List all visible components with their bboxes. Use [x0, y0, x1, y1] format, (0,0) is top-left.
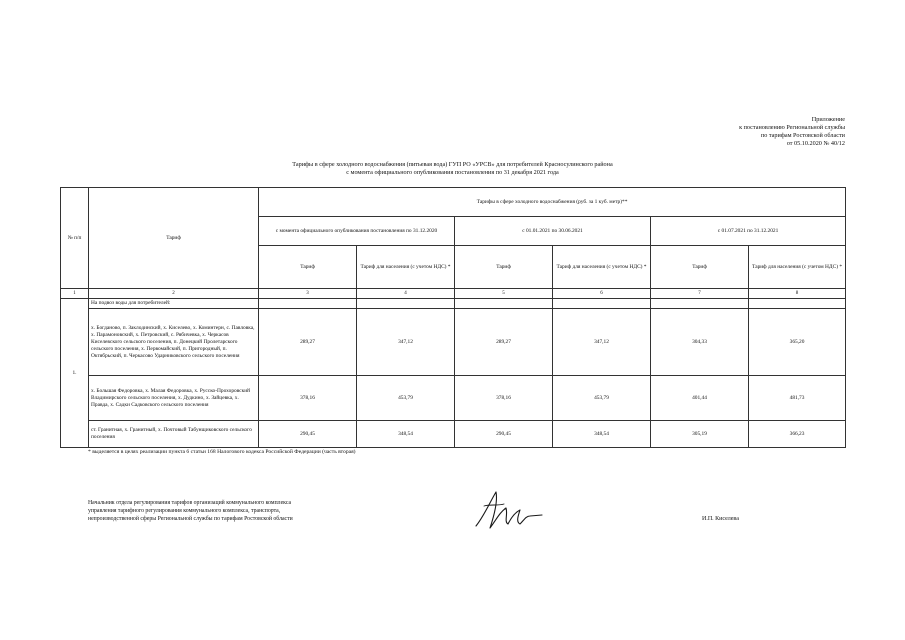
tariff-value: 348,54 — [553, 421, 651, 448]
appendix-line: Приложение — [811, 116, 845, 123]
signatory-position — [88, 499, 348, 523]
title-line-2: с момента официального опубликования постановления по 31 декабря 2021 года — [346, 169, 559, 176]
position-line: непроизводственной сферы Региональной службы по тарифам Ростовской области — [88, 516, 293, 522]
table-row — [61, 376, 846, 421]
subheader-population: Тариф для населения (с учетом НДС) * — [749, 246, 846, 289]
header-group: Тарифы в сфере холодного водоснабжения (руб. за 1 куб. метр)** — [259, 188, 846, 217]
signatory-name: И.П. Киселева — [702, 516, 739, 522]
tariff-value: 290,45 — [259, 421, 357, 448]
tariff-value: 378,16 — [455, 376, 553, 421]
table-row — [61, 421, 846, 448]
tariff-value: 401,44 — [651, 376, 749, 421]
appendix-line: к постановлению Региональной службы — [739, 124, 845, 131]
tariff-value: 347,12 — [553, 309, 651, 376]
subheader-tariff: Тариф — [455, 246, 553, 289]
segment-label: На подвоз воды для потребителей: — [89, 299, 259, 309]
column-number: 8 — [749, 289, 846, 299]
settlement-name: х. Богданово, п. Заклодинский, х. Киселево, х. Коминтерн, с. Павловка, х. Парамоновский, х. Петровский, с. Рябичевка, х. Черкасов Киселевского сельского поселения, п. Донецкий Пролетарского сельского поселения, х. Первомайский, п. Пригородный, п. Октябрьский, п. Черкасово Ударниковского сельского поселения — [89, 309, 259, 376]
tariff-table — [60, 187, 846, 448]
table-row — [61, 309, 846, 376]
subheader-tariff: Тариф — [259, 246, 357, 289]
subheader-population: Тариф для населения (с учетом НДС) * — [553, 246, 651, 289]
tariff-value: 366,23 — [749, 421, 846, 448]
tariff-value: 290,45 — [455, 421, 553, 448]
settlement-name: х. Большая Федоровка, х. Малая Федоровка, х. Русско-Прохоровский Владимирского сельского поселения, х. Дудкино, х. Зайцевка, х. Правда, х. Садки Садковского сельского поселения — [89, 376, 259, 421]
settlement-name: ст. Гранитная, х. Гранитный, х. Почтовый Табунщиковского сельского поселения — [89, 421, 259, 448]
tariff-value: 304,33 — [651, 309, 749, 376]
header-num: № п/п — [61, 188, 89, 289]
document-title — [0, 161, 905, 177]
appendix-line: от 05.10.2020 № 40/12 — [786, 140, 845, 147]
tariff-value: 289,27 — [259, 309, 357, 376]
column-number: 3 — [259, 289, 357, 299]
tariff-value: 347,12 — [357, 309, 455, 376]
header-period-2: с 01.01.2021 по 30.06.2021 — [455, 217, 651, 246]
position-line: управления тарифного регулирования коммунального комплекса, транспорта, — [88, 508, 281, 514]
column-number: 1 — [61, 289, 89, 299]
column-number: 6 — [553, 289, 651, 299]
tariff-value: 365,20 — [749, 309, 846, 376]
tariff-value: 305,19 — [651, 421, 749, 448]
appendix-block — [605, 116, 845, 148]
row-number: 1. — [61, 299, 89, 448]
appendix-line: по тарифам Ростовской области — [760, 132, 845, 139]
tariff-value: 481,73 — [749, 376, 846, 421]
column-number: 7 — [651, 289, 749, 299]
header-period-3: с 01.07.2021 по 31.12.2021 — [651, 217, 846, 246]
column-number: 5 — [455, 289, 553, 299]
subheader-population: Тариф для населения (с учетом НДС) * — [357, 246, 455, 289]
tariff-value: 289,27 — [455, 309, 553, 376]
footnote: * выделяется в целях реализации пункта 6 статьи 168 Налогового кодекса Российской Федерации (часть вторая) — [88, 449, 356, 455]
tariff-value: 378,16 — [259, 376, 357, 421]
header-tariff: Тариф — [89, 188, 259, 289]
position-line: Начальник отдела регулирования тарифов организаций коммунального комплекса — [88, 500, 292, 506]
column-number: 2 — [89, 289, 259, 299]
title-line-1: Тарифы в сфере холодного водоснабжения (питьевая вода) ГУП РО «УРСВ» для потребителей Красносулинского района — [292, 161, 613, 168]
column-number: 4 — [357, 289, 455, 299]
tariff-value: 453,79 — [553, 376, 651, 421]
handwritten-signature — [470, 486, 546, 534]
tariff-value: 348,54 — [357, 421, 455, 448]
tariff-value: 453,79 — [357, 376, 455, 421]
subheader-tariff: Тариф — [651, 246, 749, 289]
header-period-1: с момента официального опубликования постановления по 31.12.2020 — [259, 217, 455, 246]
